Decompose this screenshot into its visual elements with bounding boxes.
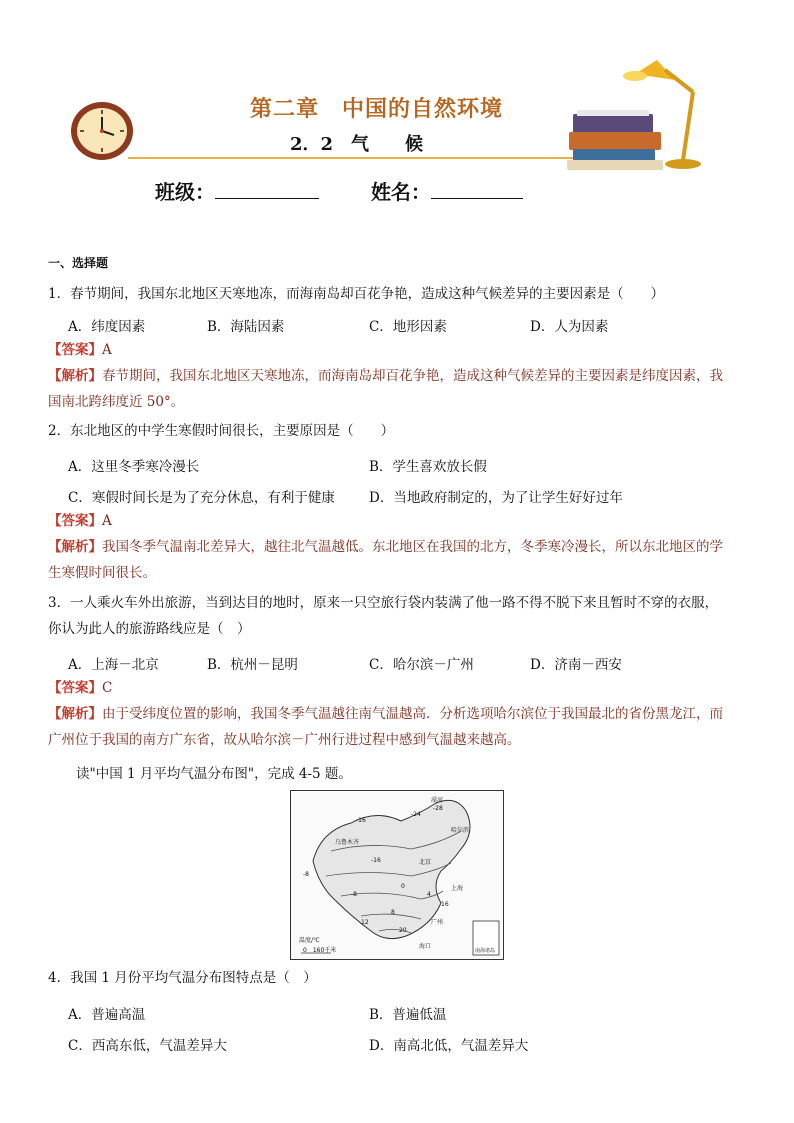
q1-analysis: 【解析】春节期间，我国东北地区天寒地冻，而海南岛却百花争艳，造成这种气候差异的主要因素是纬度因素，我 国南北跨纬度近 50°。 — [48, 368, 723, 410]
q3-option-d: D．济南－西安 — [530, 657, 622, 673]
q4-option-b: B．普遍低温 — [369, 1007, 447, 1023]
title-divider — [128, 157, 573, 159]
q1-option-c: C．地形因素 — [369, 319, 447, 335]
books-lamp-icon — [565, 52, 720, 172]
chapter-title: 第二章 中国的自然环境 — [250, 96, 504, 122]
section-heading: 一、选择题 — [48, 256, 109, 270]
q2-stem: 2．东北地区的中学生寒假时间很长，主要原因是（ ） — [48, 423, 395, 439]
section-title: 2．2 气 候 — [290, 134, 424, 155]
q2-option-d: D．当地政府制定的，为了让学生好好过年 — [369, 490, 623, 506]
class-label: 班级： — [155, 180, 215, 204]
q4-stem: 4．我国 1 月份平均气温分布图特点是（ ） — [48, 970, 317, 986]
q3-option-a: A．上海－北京 — [68, 657, 159, 673]
clock-icon — [68, 100, 136, 162]
q2-option-b: B．学生喜欢放长假 — [369, 459, 487, 475]
q3-answer: 【答案】C — [48, 680, 113, 696]
q3-stem: 3．一人乘火车外出旅游，当到达目的地时，原来一只空旅行袋内装满了他一路不得不脱下来且暂时不穿的衣服， 你认为此人的旅游路线应是（ ） — [48, 595, 719, 637]
student-info-line — [155, 176, 523, 205]
q3-option-b: B．杭州－昆明 — [207, 657, 298, 673]
name-blank[interactable] — [431, 180, 523, 199]
q1-answer: 【答案】A — [48, 342, 112, 358]
class-blank[interactable] — [215, 180, 319, 199]
q2-analysis: 【解析】我国冬季气温南北差异大，越往北气温越低。东北地区在我国的北方，冬季寒冷漫长，所以东北地区的学 生寒假时间很长。 — [48, 539, 723, 581]
q1-stem: 1．春节期间，我国东北地区天寒地冻，而海南岛却百花争艳，造成这种气候差异的主要因素是（ ） — [48, 286, 665, 302]
reading-prompt: 读"中国 1 月平均气温分布图"，完成 4-5 题。 — [76, 766, 352, 782]
q1-option-b: B．海陆因素 — [207, 319, 285, 335]
q3-analysis: 【解析】由于受纬度位置的影响，我国冬季气温越往南气温越高．分析选项哈尔滨位于我国最北的省份黑龙江，而 广州位于我国的南方广东省，故从哈尔滨－广州行进过程中感到气温越来越高。 — [48, 706, 723, 748]
q4-option-d: D．南高北低，气温差异大 — [369, 1038, 529, 1054]
temperature-map: 漠河 -28 -24 哈尔滨 -16 乌鲁木齐 -8 -16 北京 0 -8 4 上海 8 广州 12 16 20 海口 温度/℃ 0 160千米 南海诸岛 — [290, 790, 504, 960]
q2-option-c: C．寒假时间长是为了充分休息，有利于健康 — [68, 490, 335, 506]
q1-option-a: A．纬度因素 — [68, 319, 146, 335]
q4-option-a: A．普遍高温 — [68, 1007, 146, 1023]
china-outline — [313, 800, 470, 938]
q4-option-c: C．西高东低，气温差异大 — [68, 1038, 227, 1054]
q2-answer: 【答案】A — [48, 513, 112, 529]
q1-option-d: D．人为因素 — [530, 319, 609, 335]
q2-option-a: A．这里冬季寒冷漫长 — [68, 459, 200, 475]
q3-option-c: C．哈尔滨－广州 — [369, 657, 474, 673]
name-label: 姓名： — [370, 180, 431, 204]
